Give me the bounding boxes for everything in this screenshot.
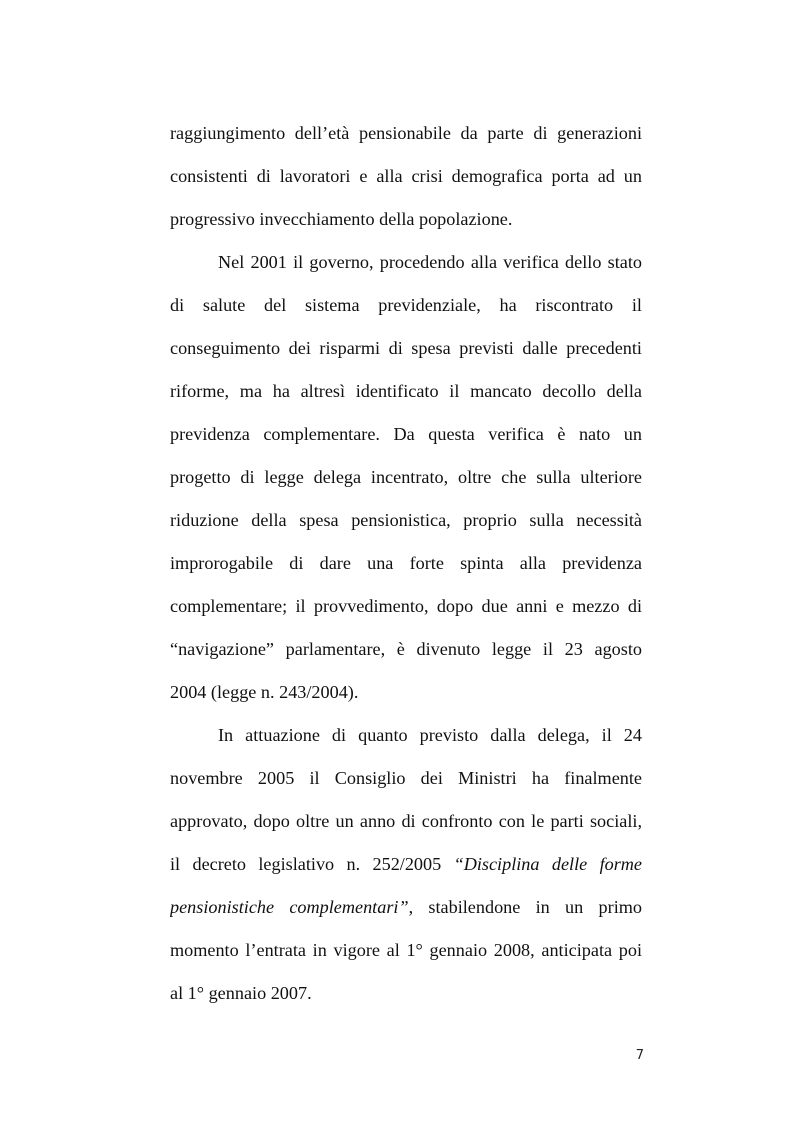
text-line-mixed	[170, 843, 642, 886]
text-line: consistenti di lavoratori e alla crisi demografica porta ad un	[170, 166, 642, 186]
text-line: conseguimento dei risparmi di spesa previsti dalle precedenti	[170, 338, 642, 358]
text-line: improrogabile di dare una forte spinta alla previdenza	[170, 553, 642, 573]
text-line: Nel 2001 il governo, procedendo alla verifica dello stato	[218, 252, 642, 272]
text-line: al 1° gennaio 2007.	[170, 983, 312, 1003]
text-line: “navigazione” parlamentare, è divenuto legge il 23 agosto	[170, 639, 642, 659]
text-line: approvato, dopo oltre un anno di confronto con le parti sociali,	[170, 811, 642, 831]
text-line: 2004 (legge n. 243/2004).	[170, 682, 359, 702]
text-line: raggiungimento dell’età pensionabile da parte di generazioni	[170, 123, 642, 143]
decree-title-italic: pensionistiche complementari”	[170, 897, 409, 917]
text-line-mixed	[170, 886, 642, 929]
text-segment: il decreto legislativo n. 252/2005	[170, 854, 454, 874]
body-text	[170, 112, 642, 1015]
text-line: progressivo invecchiamento della popolazione.	[170, 209, 513, 229]
text-line: progetto di legge delega incentrato, oltre che sulla ulteriore	[170, 467, 642, 487]
text-line: novembre 2005 il Consiglio dei Ministri ha finalmente	[170, 768, 642, 788]
decree-title-italic: “Disciplina delle forme	[453, 854, 642, 874]
text-line: In attuazione di quanto previsto dalla delega, il 24	[218, 725, 642, 745]
text-line: previdenza complementare. Da questa verifica è nato un	[170, 424, 642, 444]
text-line: riduzione della spesa pensionistica, proprio sulla necessità	[170, 510, 642, 530]
page-number: 7	[635, 1048, 644, 1063]
text-line: riforme, ma ha altresì identificato il mancato decollo della	[170, 381, 642, 401]
text-line: momento l’entrata in vigore al 1° gennaio 2008, anticipata poi	[170, 940, 642, 960]
text-segment: , stabilendone in un primo	[408, 897, 642, 917]
text-line: di salute del sistema previdenziale, ha riscontrato il	[170, 295, 642, 315]
text-line: complementare; il provvedimento, dopo due anni e mezzo di	[170, 596, 642, 616]
